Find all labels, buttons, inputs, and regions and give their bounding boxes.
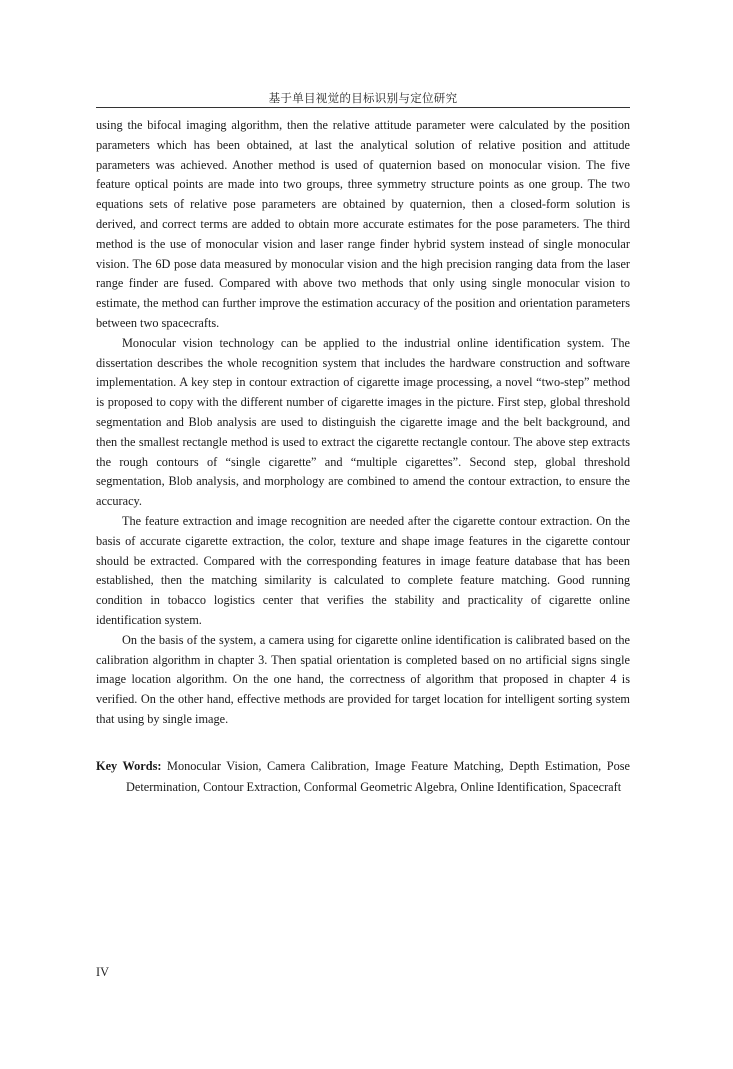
- abstract-paragraph-3: The feature extraction and image recognition are needed after the cigarette contour extraction. On the basis of accurate cigarette extraction, the color, texture and shape image features in the cigarette contour should be extracted. Compared with the corresponding features in image feature database that has been established, then the matching similarity is calculated to complete feature matching. Good running condition in tobacco logistics center that verifies the stability and practicality of cigarette online identification system.: [96, 513, 630, 627]
- abstract-paragraph-2: Monocular vision technology can be applied to the industrial online identification system. The dissertation describes the whole recognition system that includes the hardware construction and software implementation. A key step in contour extraction of cigarette image processing, a novel “two-step” method is proposed to copy with the different number of cigarette images in the picture. First step, global threshold segmentation and Blob analysis are used to distinguish the cigarette image and the belt background, and then the smallest rectangle method is used to extract the cigarette rectangle contour. The above step extracts the rough contours of “single cigarette” and “multiple cigarettes”. Second step, global threshold segmentation, Blob analysis, and morphology are combined to amend the contour extraction, to ensure the accuracy.: [96, 335, 630, 509]
- keywords-label: Key Words:: [96, 759, 168, 773]
- abstract-body: [96, 116, 630, 730]
- running-header: 基于单目视觉的目标识别与定位研究: [268, 91, 458, 105]
- header-divider: [96, 107, 630, 108]
- abstract-paragraph-4: On the basis of the system, a camera using for cigarette online identification is calibrated based on the calibration algorithm in chapter 3. Then spatial orientation is completed based on no artificial signs single image location algorithm. On the one hand, the correctness of algorithm that proposed in chapter 4 is verified. On the other hand, effective methods are provided for target location for intelligent sorting system that using by single image.: [96, 632, 630, 726]
- abstract-paragraph-1: using the bifocal imaging algorithm, then the relative attitude parameter were calculated by the position parameters which has been obtained, at last the analytical solution of relative position and attitude parameters was achieved. Another method is used of quaternion based on monocular vision. The five feature optical points are made into two groups, three symmetry structure points as one group. The two equations sets of relative pose parameters are obtained by quaternion, then a closed-form solution is derived, and correct terms are added to obtain more accurate estimates for the pose parameters. The third method is the use of monocular vision and laser range finder hybrid system instead of single monocular vision. The 6D pose data measured by monocular vision and the high precision ranging data from the laser range finder are fused. Compared with above two methods that only using single monocular vision to estimate, the method can further improve the estimation accuracy of the position and orientation parameters between two spacecrafts.: [96, 118, 630, 330]
- page-number: IV: [96, 965, 109, 979]
- keywords-block: [96, 756, 630, 798]
- keywords-list: Monocular Vision, Camera Calibration, Image Feature Matching, Depth Estimation, Pose Determination, Contour Extraction, Conformal Geometric Algebra, Online Identification, Spacecraft: [126, 759, 630, 794]
